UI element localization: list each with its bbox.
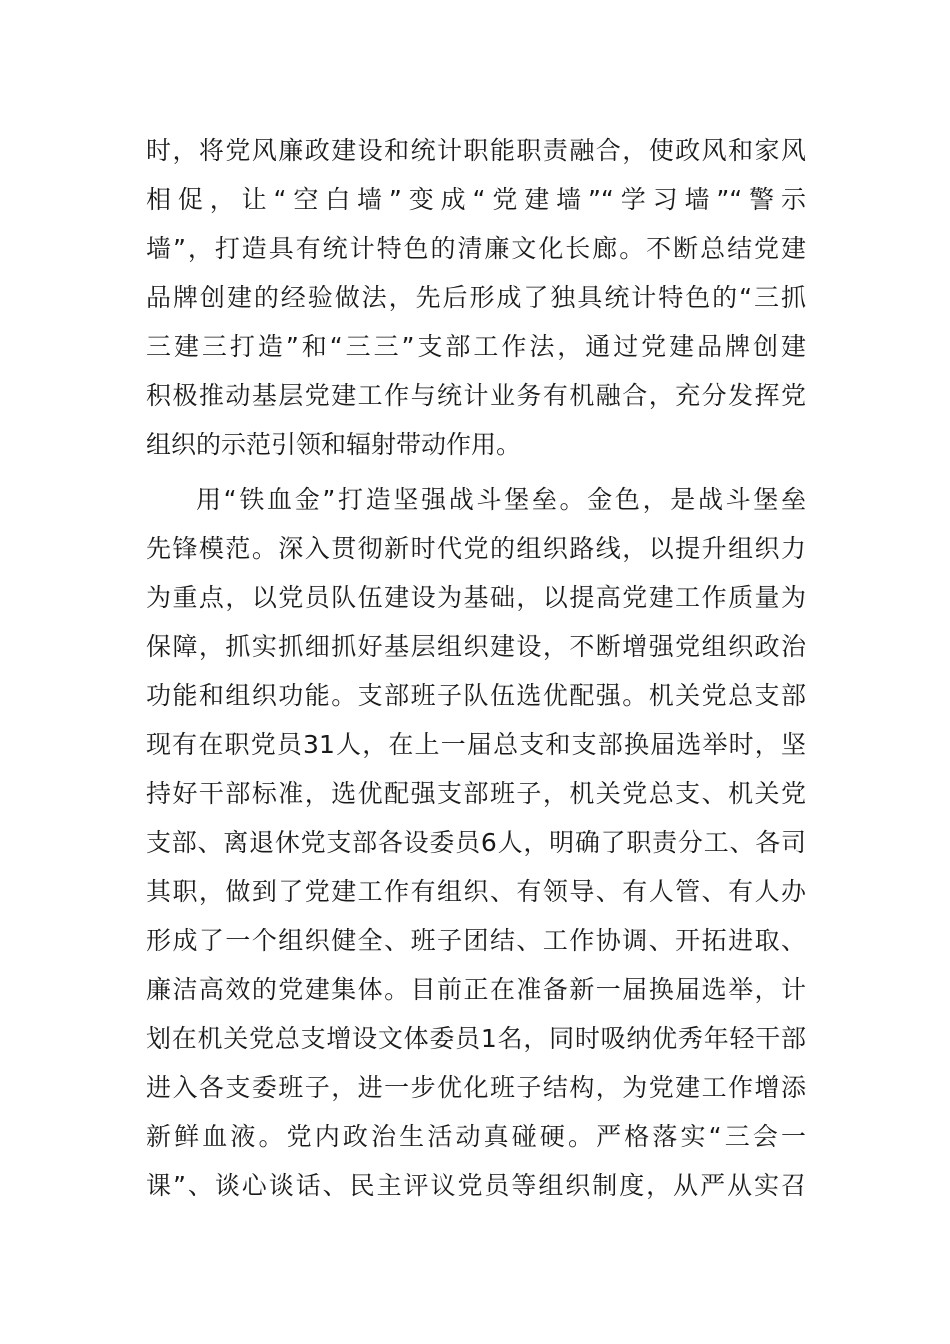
text-line: 支部、离退休党支部各设委员6人，明确了职责分工、各司 xyxy=(146,828,806,857)
text-line: 新鲜血液。党内政治生活动真碰硬。严格落实“三会一 xyxy=(146,1122,806,1151)
text-line: 廉洁高效的党建集体。目前正在准备新一届换届选举，计 xyxy=(146,975,806,1004)
text-line: 组织的示范引领和辐射带动作用。 xyxy=(146,430,522,459)
text-line: 划在机关党总支增设文体委员1名，同时吸纳优秀年轻干部 xyxy=(146,1024,806,1053)
text-line: 时，将党风廉政建设和统计职能职责融合，使政风和家风 xyxy=(146,136,806,165)
text-line: 形成了一个组织健全、班子团结、工作协调、开拓进取、 xyxy=(146,926,806,955)
text-line: 三建三打造”和“三三”支部工作法，通过党建品牌创建 xyxy=(146,332,806,361)
text-line: 墙”，打造具有统计特色的清廉文化长廊。不断总结党建 xyxy=(146,234,806,263)
text-line: 其职，做到了党建工作有组织、有领导、有人管、有人办 xyxy=(146,877,806,906)
text-line: 功能和组织功能。支部班子队伍选优配强。机关党总支部 xyxy=(146,681,806,710)
text-line: 为重点，以党员队伍建设为基础，以提高党建工作质量为 xyxy=(146,583,806,612)
text-line: 保障，抓实抓细抓好基层组织建设，不断增强党组织政治 xyxy=(146,632,806,661)
text-line: 品牌创建的经验做法，先后形成了独具统计特色的“三抓 xyxy=(146,283,806,312)
text-line: 积极推动基层党建工作与统计业务有机融合，充分发挥党 xyxy=(146,381,806,410)
text-line: 进入各支委班子，进一步优化班子结构，为党建工作增添 xyxy=(146,1073,806,1102)
paragraph-first-line: 用“铁血金”打造坚强战斗堡垒。金色，是战斗堡垒 xyxy=(196,485,806,514)
text-line: 相促，让“空白墙”变成“党建墙”“学习墙”“警示 xyxy=(146,185,806,214)
text-line: 课”、谈心谈话、民主评议党员等组织制度，从严从实召 xyxy=(146,1171,806,1200)
text-line: 现有在职党员31人，在上一届总支和支部换届选举时，坚 xyxy=(146,730,806,759)
text-line: 持好干部标准，选优配强支部班子，机关党总支、机关党 xyxy=(146,779,806,808)
text-line: 先锋模范。深入贯彻新时代党的组织路线，以提升组织力 xyxy=(146,534,806,563)
